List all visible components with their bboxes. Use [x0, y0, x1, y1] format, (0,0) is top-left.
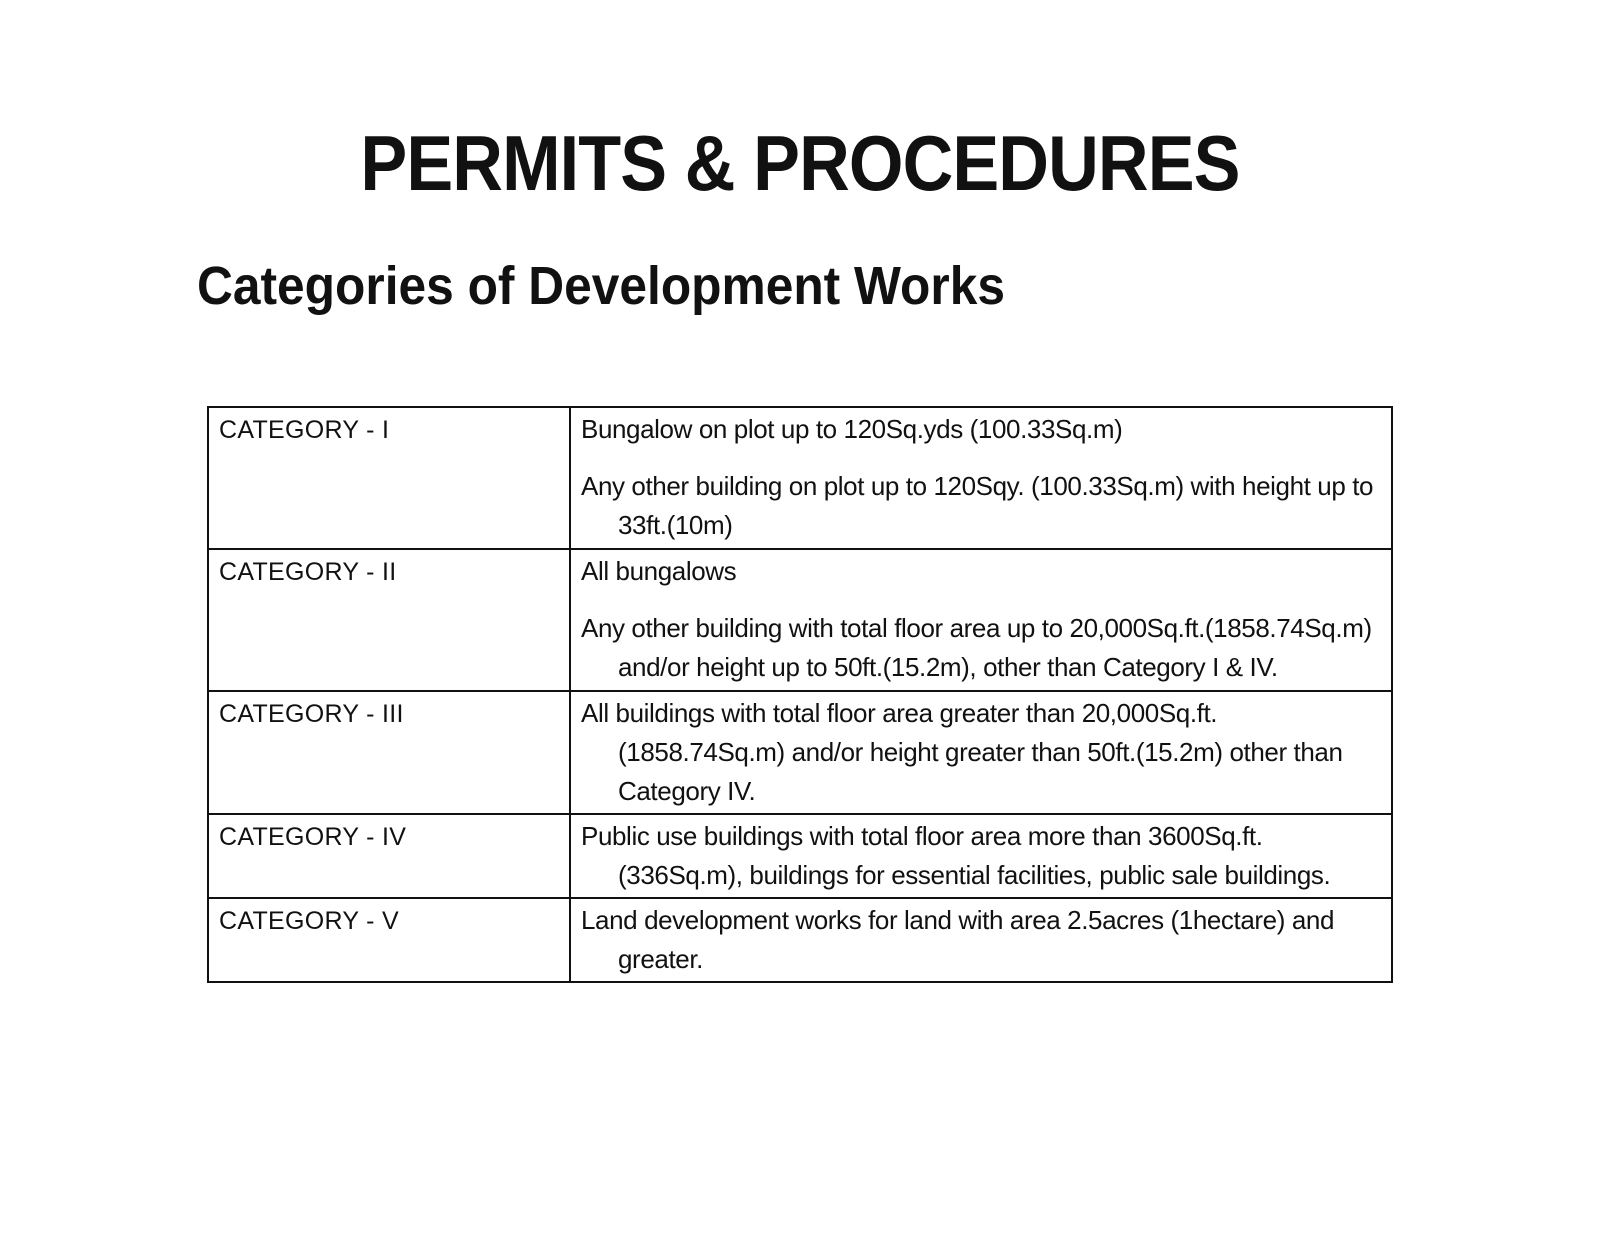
category-label: CATEGORY - II	[208, 549, 570, 691]
category-description	[570, 691, 1392, 814]
page-title: PERMITS & PROCEDURES	[360, 119, 1240, 207]
description-text: Public use buildings with total floor area more than 3600Sq.ft.(336Sq.m), buildings for essential facilities, public sale buildings.	[581, 821, 1331, 890]
table-row	[208, 898, 1392, 982]
category-label: CATEGORY - I	[208, 407, 570, 549]
description-text: All buildings with total floor area greater than 20,000Sq.ft.(1858.74Sq.m) and/or height greater than 50ft.(15.2m) other than Category IV.	[581, 698, 1343, 806]
category-description	[570, 814, 1392, 898]
table-row	[208, 407, 1392, 549]
category-label: CATEGORY - V	[208, 898, 570, 982]
table-row	[208, 691, 1392, 814]
description-text: Land development works for land with area 2.5acres (1hectare) and greater.	[581, 905, 1334, 974]
table-row	[208, 814, 1392, 898]
category-label: CATEGORY - III	[208, 691, 570, 814]
category-description	[570, 898, 1392, 982]
description-text: All bungalows	[581, 556, 737, 586]
description-text: Any other building with total floor area up to 20,000Sq.ft.(1858.74Sq.m) and/or height up to 50ft.(15.2m), other than Category I & IV.	[581, 613, 1372, 682]
section-heading: Categories of Development Works	[197, 256, 1005, 316]
categories-table	[207, 406, 1393, 983]
description-text: Bungalow on plot up to 120Sq.yds (100.33Sq.m)	[581, 414, 1123, 444]
category-description	[570, 549, 1392, 691]
table-row	[208, 549, 1392, 691]
category-label: CATEGORY - IV	[208, 814, 570, 898]
description-text: Any other building on plot up to 120Sqy. (100.33Sq.m) with height up to 33ft.(10m)	[581, 471, 1374, 540]
category-description	[570, 407, 1392, 549]
